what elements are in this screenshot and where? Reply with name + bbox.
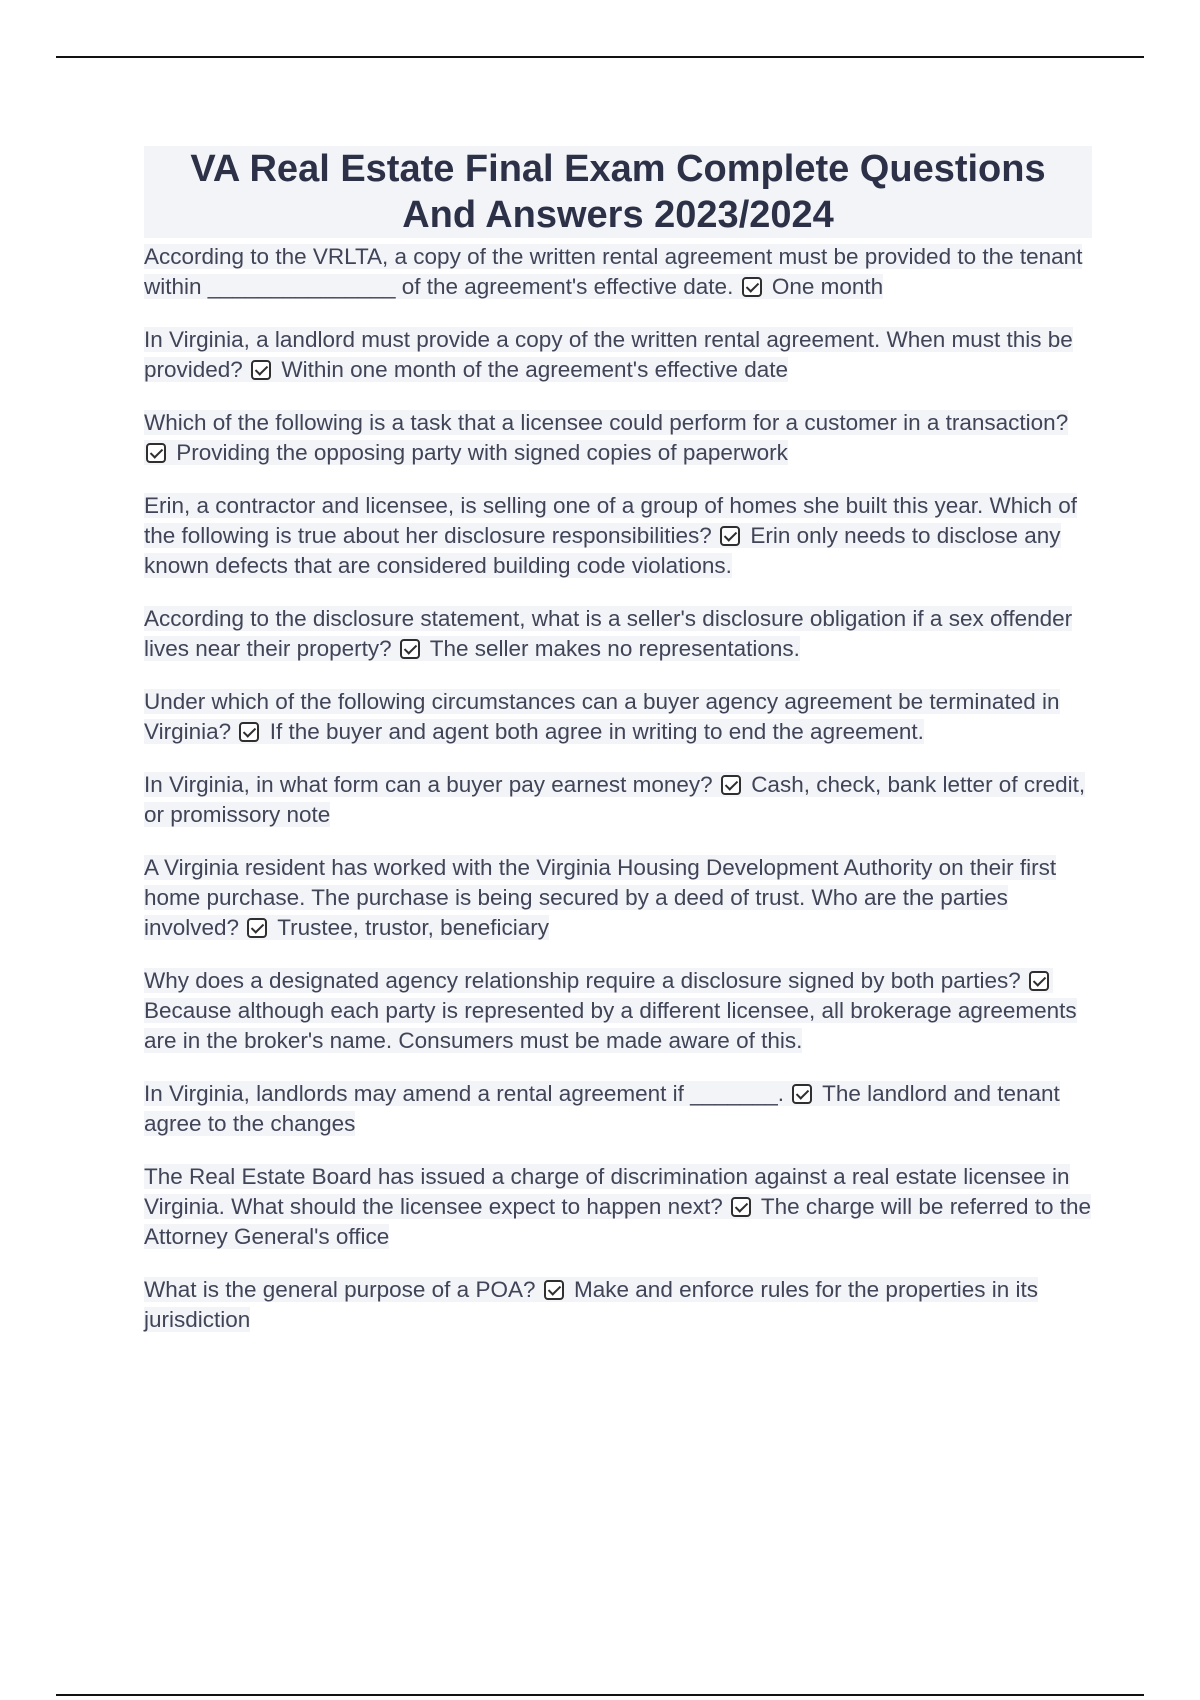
top-rule [56,56,1144,58]
question-text: In Virginia, a landlord must provide a copy of the written rental agreement. When must this be provided? [144,327,1073,382]
question-text: According to the VRLTA, a copy of the written rental agreement must be provided to the tenant within _______________ of the agreement's effective date. [144,244,1083,299]
question-text: According to the disclosure statement, what is a seller's disclosure obligation if a sex offender lives near their property? [144,606,1073,661]
question-text: Under which of the following circumstances can a buyer agency agreement be terminated in Virginia? [144,689,1060,744]
answer-text: One month [771,274,884,299]
qa-item [144,966,1092,1056]
answer-text: The seller makes no representations. [429,636,800,661]
qa-item [144,604,1092,664]
checkbox-checked-icon [251,360,271,380]
answer-text: Cash, check, bank letter of credit, or promissory note [144,772,1086,827]
answer-text: Trustee, trustor, beneficiary [277,915,549,940]
answer-text: If the buyer and agent both agree in writing to end the agreement. [269,719,924,744]
qa-item [144,242,1092,302]
page-title: VA Real Estate Final Exam Complete Questions And Answers 2023/2024 [144,146,1092,238]
document-body [144,146,1092,1358]
qa-item [144,1275,1092,1335]
checkbox-checked-icon [720,526,740,546]
answer-text: Because although each party is represented by a different licensee, all brokerage agreements are in the broker's name. Consumers must be made aware of this. [144,998,1077,1053]
question-text: In Virginia, landlords may amend a rental agreement if _______. [144,1081,784,1106]
qa-item [144,853,1092,943]
question-text: What is the general purpose of a POA? [144,1277,536,1302]
qa-item [144,687,1092,747]
answer-text: The landlord and tenant agree to the changes [144,1081,1060,1136]
answer-text: Make and enforce rules for the properties in its jurisdiction [144,1277,1039,1332]
question-text: Which of the following is a task that a licensee could perform for a customer in a transaction? [144,410,1069,435]
qa-item [144,491,1092,581]
answer-text: Within one month of the agreement's effective date [281,357,789,382]
bottom-rule [56,1694,1144,1696]
checkbox-checked-icon [400,639,420,659]
checkbox-checked-icon [792,1084,812,1104]
checkbox-checked-icon [146,443,166,463]
checkbox-checked-icon [731,1197,751,1217]
answer-text: Providing the opposing party with signed copies of paperwork [176,440,788,465]
qa-item [144,1079,1092,1139]
qa-item [144,1162,1092,1252]
qa-item [144,770,1092,830]
answer-text: The charge will be referred to the Attorney General's office [144,1194,1092,1249]
checkbox-checked-icon [544,1280,564,1300]
checkbox-checked-icon [721,775,741,795]
question-text: Why does a designated agency relationship require a disclosure signed by both parties? [144,968,1021,993]
checkbox-checked-icon [239,722,259,742]
question-text: In Virginia, in what form can a buyer pay earnest money? [144,772,713,797]
checkbox-checked-icon [742,277,762,297]
question-text: Erin, a contractor and licensee, is selling one of a group of homes she built this year. Which of the following is true about her disclosure responsibilities? [144,493,1078,548]
answer-text: Erin only needs to disclose any known defects that are considered building code violations. [144,523,1061,578]
question-text: The Real Estate Board has issued a charge of discrimination against a real estate licensee in Virginia. What should the licensee expect to happen next? [144,1164,1070,1219]
qa-item [144,325,1092,385]
question-text: A Virginia resident has worked with the Virginia Housing Development Authority on their first home purchase. The purchase is being secured by a deed of trust. Who are the parties involved? [144,855,1057,940]
qa-item [144,408,1092,468]
checkbox-checked-icon [247,918,267,938]
checkbox-checked-icon [1029,971,1049,991]
